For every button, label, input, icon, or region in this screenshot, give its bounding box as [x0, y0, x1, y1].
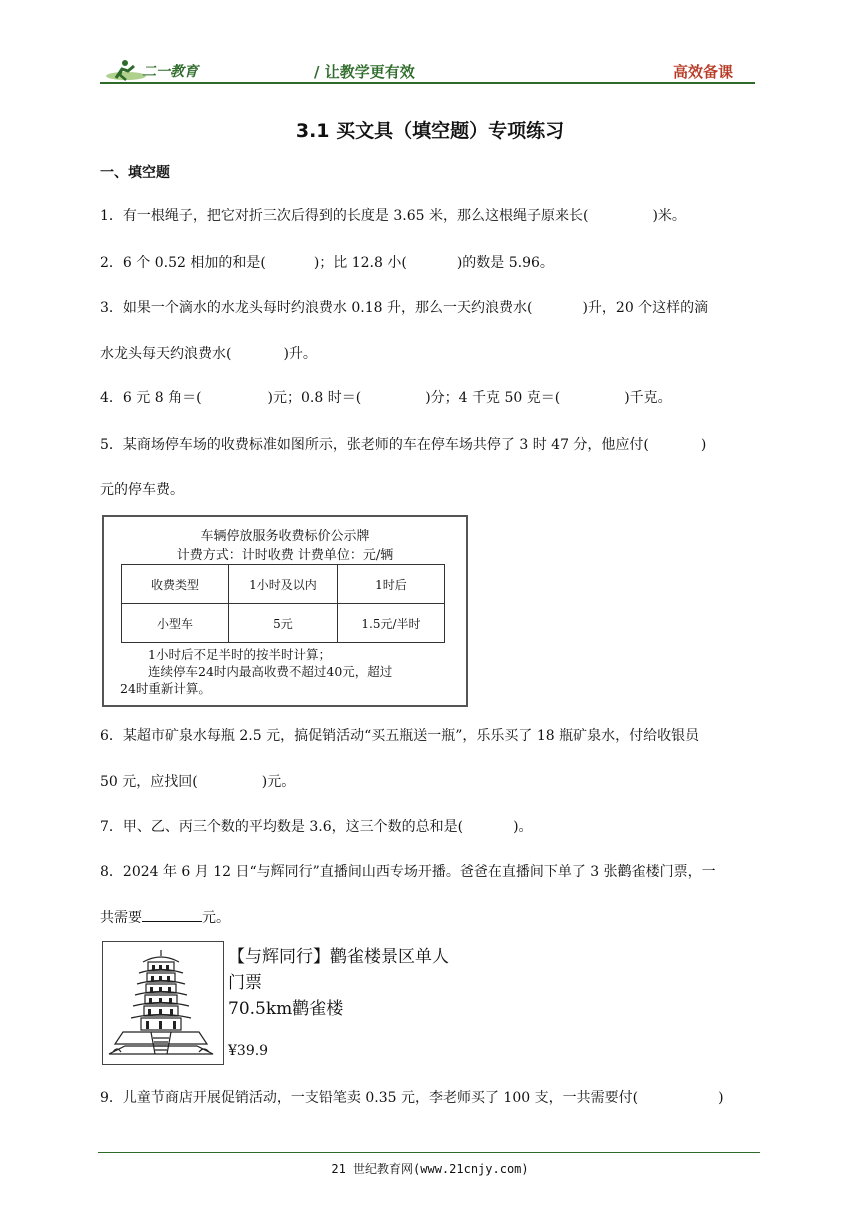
- notice-subtitle: 计费方式：计时收费 计费单位：元/辆: [176, 548, 394, 563]
- page-header: [100, 58, 755, 84]
- header-subtitle: / 让教学更有效: [314, 63, 415, 81]
- question-text: )；比 12.8 小(: [313, 255, 407, 271]
- question-text: 共需要: [100, 910, 142, 926]
- ticket-title: 【与辉同行】鹳雀楼景区单人: [228, 947, 449, 967]
- question-text: ): [700, 437, 707, 453]
- question-text: )升。: [283, 346, 317, 362]
- question-2: [100, 252, 762, 272]
- page-title: 3.1 买文具（填空题）专项练习: [295, 120, 565, 142]
- question-4: [100, 387, 762, 407]
- header-divider: [100, 82, 755, 84]
- ticket-image: [102, 941, 224, 1065]
- question-text: 9．儿童节商店开展促销活动，一支铅笔卖 0.35 元，李老师买了 100 支，一共需要付(: [100, 1090, 639, 1106]
- notice-note: 24时重新计算。: [120, 681, 211, 696]
- section-heading: 一、填空题: [100, 165, 170, 181]
- question-text: )分；4 千克 50 克＝(: [425, 390, 561, 406]
- question-text: 3．如果一个滴水的水龙头每时约浪费水 0.18 升，那么一天约浪费水(: [100, 300, 533, 316]
- page-footer: 21 世纪教育网(www.21cnjy.com): [331, 1162, 529, 1176]
- footer-divider: [98, 1152, 760, 1153]
- question-text: 5．某商场停车场的收费标准如图所示，张老师的车在停车场共停了 3 时 47 分，他应付(: [100, 437, 649, 453]
- question-1: [100, 205, 762, 225]
- question-text: )米。: [652, 208, 686, 224]
- ticket-title-continued: 门票: [228, 973, 262, 993]
- question-text: )元。: [261, 774, 296, 790]
- question-6-continued: [100, 771, 762, 791]
- header-right-text: 高效备课: [672, 63, 733, 81]
- table-header-cell: 1时后: [338, 565, 445, 604]
- question-8-continued: [100, 907, 762, 927]
- question-3: [100, 297, 762, 317]
- question-text: )的数是 5.96。: [456, 255, 554, 271]
- question-5-continued: [100, 479, 762, 499]
- question-text: ): [718, 1090, 724, 1106]
- question-text: 50 元，应找回(: [100, 774, 198, 790]
- notice-title: 车辆停放服务收费标价公示牌: [200, 529, 370, 544]
- question-7: [100, 816, 762, 836]
- question-text: 6．某超市矿泉水每瓶 2.5 元，搞促销活动“买五瓶送一瓶”，乐乐买了 18 瓶矿泉水，付给收银员: [100, 728, 700, 744]
- table-cell: 1.5元/半时: [338, 604, 445, 643]
- fee-table: [121, 564, 445, 643]
- question-text: 7．甲、乙、丙三个数的平均数是 3.6，这三个数的总和是(: [100, 819, 464, 835]
- question-text: 水龙头每天约浪费水(: [100, 346, 232, 362]
- question-text: 元的停车费。: [100, 482, 184, 498]
- question-text: 4．6 元 8 角＝(: [100, 390, 202, 406]
- question-8: [100, 861, 762, 881]
- table-row: [122, 565, 445, 604]
- ticket-price: ¥39.9: [228, 1043, 269, 1059]
- tower-icon: [103, 942, 220, 1061]
- question-5: [100, 434, 762, 454]
- question-9: [100, 1087, 762, 1107]
- notice-note: 1小时后不足半时的按半时计算；: [148, 647, 331, 662]
- question-text: )元；0.8 时＝(: [267, 390, 362, 406]
- question-text: 2．6 个 0.52 相加的和是(: [100, 255, 266, 271]
- logo-text: 二一教育: [142, 64, 198, 80]
- table-row: [122, 604, 445, 643]
- parking-fee-notice: [102, 515, 468, 707]
- table-cell: 小型车: [122, 604, 229, 643]
- table-cell: 5元: [229, 604, 338, 643]
- question-3-continued: [100, 343, 762, 363]
- answer-blank[interactable]: [142, 907, 202, 922]
- question-text: 1．有一根绳子，把它对折三次后得到的长度是 3.65 米，那么这根绳子原来长(: [100, 208, 589, 224]
- table-header-cell: 1小时及以内: [229, 565, 338, 604]
- question-text: )升，20 个这样的滴: [582, 300, 709, 316]
- question-text: )千克。: [624, 390, 672, 406]
- question-text: 元。: [202, 910, 230, 926]
- notice-note: 连续停车24时内最高收费不超过40元，超过: [148, 664, 393, 679]
- ticket-distance: 70.5km鹳雀楼: [228, 999, 344, 1019]
- question-text: 8．2024 年 6 月 12 日“与辉同行”直播间山西专场开播。爸爸在直播间下单了 3 张鹳雀楼门票，一: [100, 864, 716, 880]
- question-text: )。: [513, 819, 533, 835]
- question-6: [100, 725, 762, 745]
- table-header-cell: 收费类型: [122, 565, 229, 604]
